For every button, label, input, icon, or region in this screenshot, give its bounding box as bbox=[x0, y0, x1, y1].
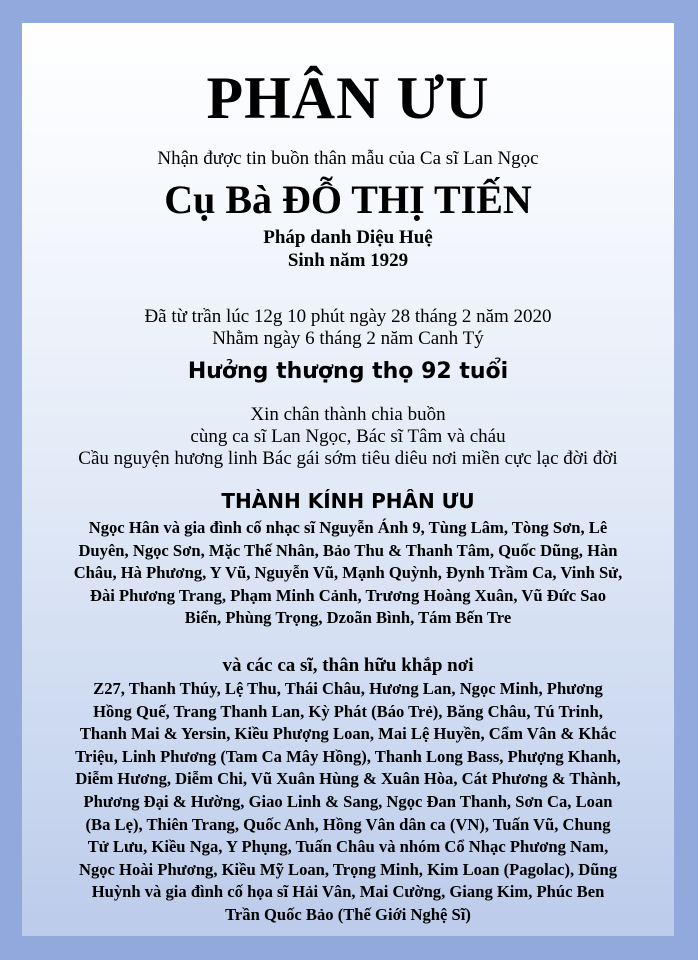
birth-year: Sinh năm 1929 bbox=[287, 250, 409, 271]
age-line: Hưởng thượng thọ 92 tuổi bbox=[187, 359, 509, 384]
section-heading: và các ca sĩ, thân hữu khắp nơi bbox=[222, 655, 474, 676]
condolence-line: Cầu nguyện hương linh Bác gái sớm tiêu diêu nơi miền cực lạc đời đời bbox=[78, 448, 618, 469]
family-list bbox=[42, 517, 654, 630]
list-line: Ngọc Hoài Phương, Kiều Mỹ Loan, Trọng Minh, Kim Loan (Pagolac), Dũng bbox=[78, 859, 618, 879]
list-line: Huỳnh và gia đình cố họa sĩ Hải Vân, Mai Cường, Giang Kim, Phúc Ben bbox=[91, 882, 605, 902]
news-line: Nhận được tin buồn thân mẫu của Ca sĩ Lan Ngọc bbox=[157, 148, 539, 169]
list-line: Trần Quốc Bảo (Thế Giới Nghệ Sĩ) bbox=[225, 904, 471, 924]
condolence-line: Xin chân thành chia buồn bbox=[250, 404, 446, 425]
lunar-date: Nhằm ngày 6 tháng 2 năm Canh Tý bbox=[212, 328, 484, 349]
list-line: Phương Đại & Hường, Giao Linh & Sang, Ngọc Đan Thanh, Sơn Ca, Loan bbox=[83, 791, 613, 811]
page-title: PHÂN ƯU bbox=[206, 65, 490, 131]
list-line: Diễm Hương, Diễm Chi, Vũ Xuân Hùng & Xuân Hòa, Cát Phương & Thành, bbox=[75, 769, 621, 789]
passing-date: Đã từ trần lúc 12g 10 phút ngày 28 tháng 2 năm 2020 bbox=[144, 306, 552, 327]
list-line: Triệu, Linh Phương (Tam Ca Mây Hồng), Thanh Long Bass, Phượng Khanh, bbox=[75, 746, 621, 766]
list-line: (Ba Lẹ), Thiên Trang, Quốc Anh, Hồng Vân dân ca (VN), Tuấn Vũ, Chung bbox=[85, 814, 611, 834]
list-line: Tử Lưu, Kiều Nga, Y Phụng, Tuấn Châu và nhóm Cổ Nhạc Phương Nam, bbox=[87, 837, 609, 857]
list-line: Ngọc Hân và gia đình cố nhạc sĩ Nguyễn Ánh 9, Tùng Lâm, Tòng Sơn, Lê bbox=[88, 518, 608, 537]
list-line: Thanh Mai & Yersin, Kiều Phượng Loan, Mai Lệ Huyền, Cẩm Vân & Khắc bbox=[79, 724, 617, 744]
condolence-message bbox=[22, 404, 674, 470]
section-heading: THÀNH KÍNH PHÂN ƯU bbox=[221, 489, 475, 513]
list-line: Z27, Thanh Thúy, Lệ Thu, Thái Châu, Hương Lan, Ngọc Minh, Phương bbox=[93, 679, 603, 698]
condolence-line: cùng ca sĩ Lan Ngọc, Bác sĩ Tâm và cháu bbox=[190, 426, 506, 447]
list-line: Đài Phương Trang, Phạm Minh Cảnh, Trương Hoàng Xuân, Vũ Đức Sao bbox=[89, 585, 607, 605]
friends-list bbox=[42, 678, 654, 927]
list-line: Biển, Phùng Trọng, Dzoãn Bình, Tám Bến Tre bbox=[184, 608, 512, 628]
list-line: Hồng Quế, Trang Thanh Lan, Kỳ Phát (Báo Trẻ), Băng Châu, Tú Trinh, bbox=[93, 701, 603, 721]
dharma-name: Pháp danh Diệu Huệ bbox=[263, 227, 433, 248]
deceased-name: Cụ Bà ĐỖ THỊ TIẾN bbox=[164, 177, 532, 222]
list-line: Duyên, Ngọc Sơn, Mặc Thế Nhân, Bảo Thu & Thanh Tâm, Quốc Dũng, Hàn bbox=[78, 540, 618, 560]
condolence-card bbox=[22, 23, 674, 936]
list-line: Châu, Hà Phương, Y Vũ, Nguyễn Vũ, Mạnh Quỳnh, Đynh Trầm Ca, Vinh Sử, bbox=[73, 563, 623, 583]
